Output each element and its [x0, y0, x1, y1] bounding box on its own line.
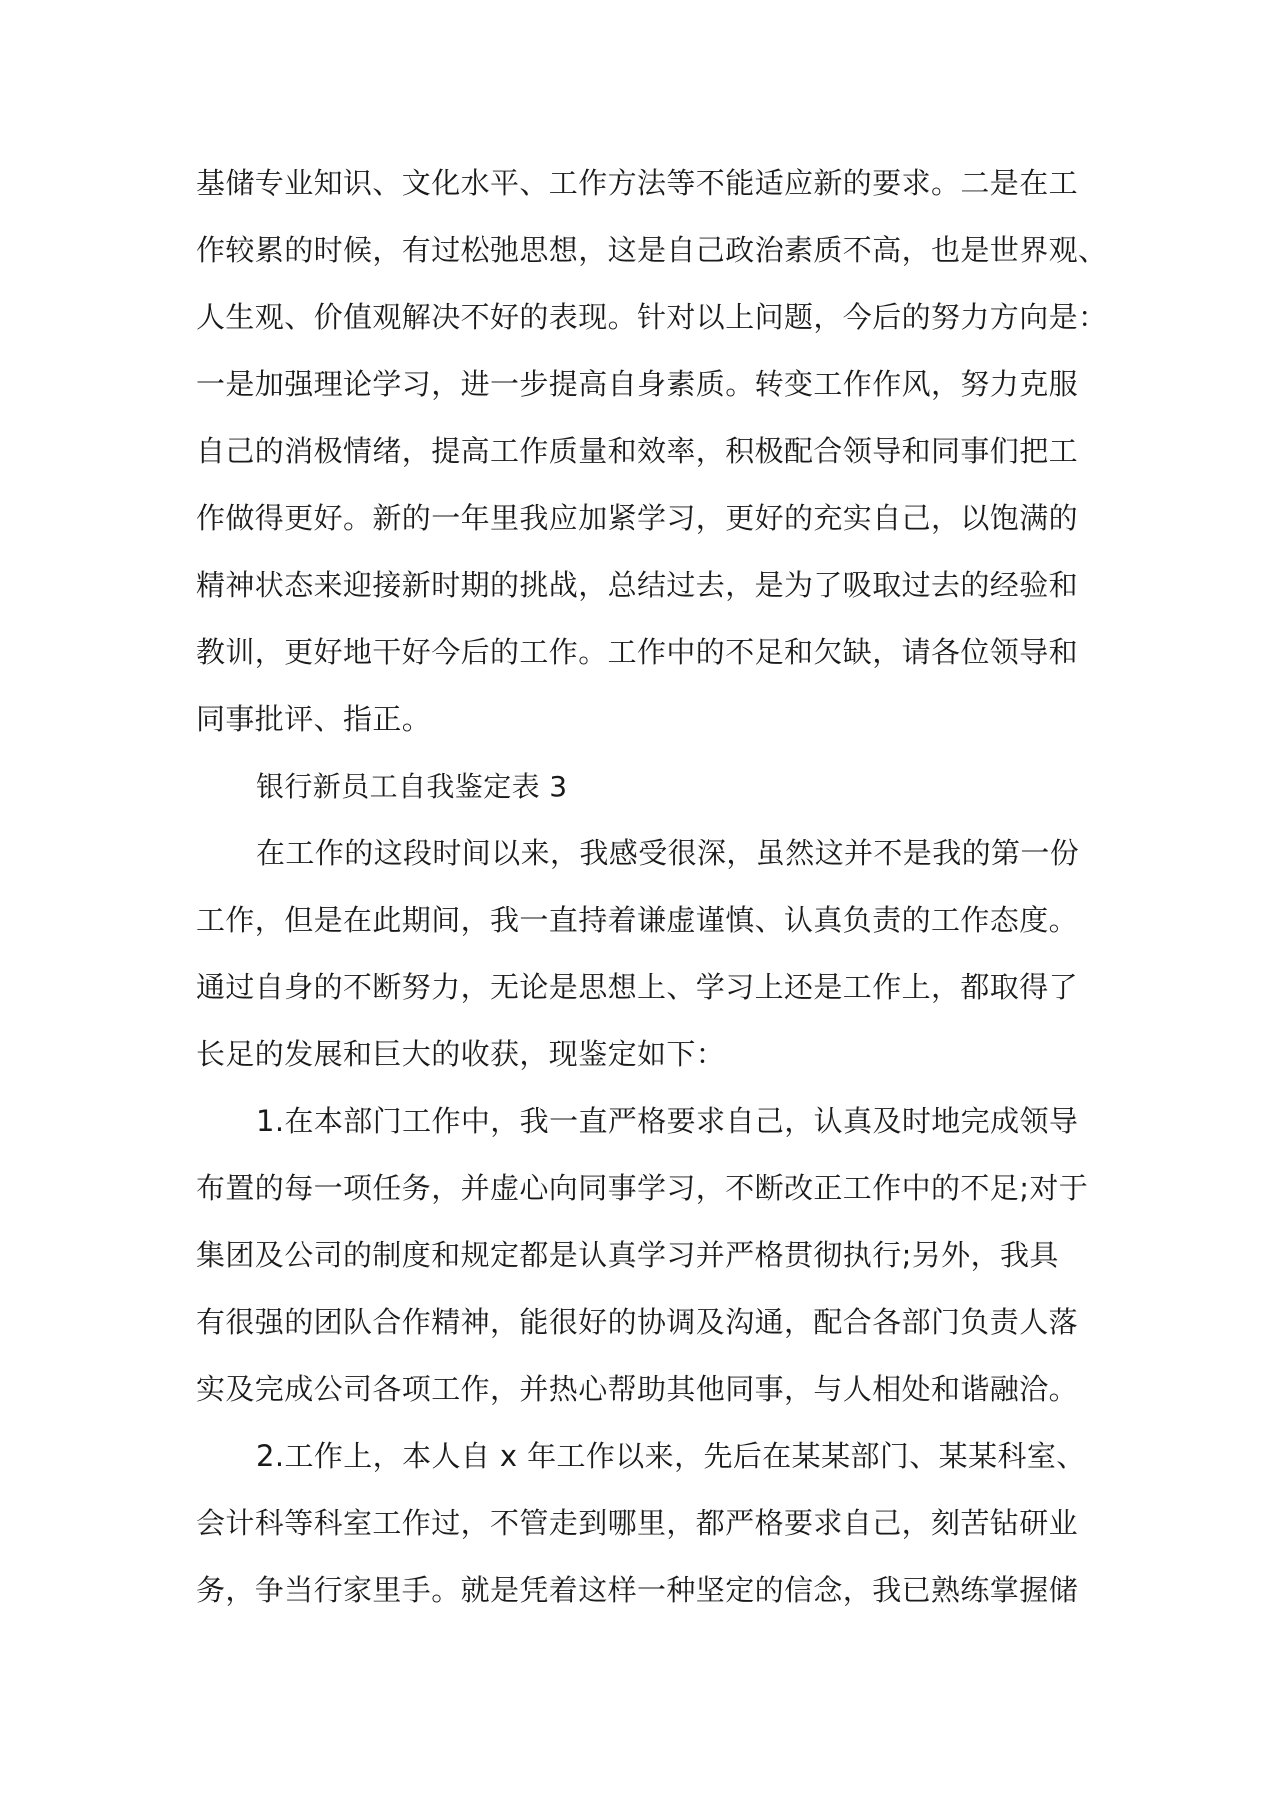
paragraph-line: 布置的每一项任务，并虚心向同事学习，不断改正工作中的不足;对于: [196, 1171, 1089, 1205]
paragraph-line: 人生观、价值观解决不好的表现。针对以上问题，今后的努力方向是：: [196, 300, 1108, 334]
paragraph-line: 集团及公司的制度和规定都是认真学习并严格贯彻执行;另外，我具: [196, 1238, 1059, 1272]
document-body: [196, 150, 1108, 1624]
paragraph-line: 同事批评、指正。: [196, 702, 432, 736]
paragraph-line: 在工作的这段时间以来，我感受很深，虽然这并不是我的第一份: [256, 836, 1080, 870]
paragraph-line: 长足的发展和巨大的收获，现鉴定如下：: [196, 1037, 726, 1071]
paragraph-line: 教训，更好地干好今后的工作。工作中的不足和欠缺，请各位领导和: [196, 635, 1079, 669]
paragraph-line: 基储专业知识、文化水平、工作方法等不能适应新的要求。二是在工: [196, 166, 1079, 200]
paragraph-line: 有很强的团队合作精神，能很好的协调及沟通，配合各部门负责人落: [196, 1305, 1079, 1339]
paragraph-line: 作较累的时候，有过松弛思想，这是自己政治素质不高，也是世界观、: [196, 233, 1108, 267]
section-heading: 银行新员工自我鉴定表 3: [256, 770, 568, 803]
paragraph-line: 工作，但是在此期间，我一直持着谦虚谨慎、认真负责的工作态度。: [196, 903, 1079, 937]
paragraph-line: 自己的消极情绪，提高工作质量和效率，积极配合领导和同事们把工: [196, 434, 1079, 468]
paragraph-line: 实及完成公司各项工作，并热心帮助其他同事，与人相处和谐融洽。: [196, 1372, 1079, 1406]
paragraph-line: 作做得更好。新的一年里我应加紧学习，更好的充实自己，以饱满的: [196, 501, 1079, 535]
paragraph-line: 精神状态来迎接新时期的挑战，总结过去，是为了吸取过去的经验和: [196, 568, 1079, 602]
paragraph-line: 通过自身的不断努力，无论是思想上、学习上还是工作上，都取得了: [196, 970, 1079, 1004]
paragraph-line: 2.工作上，本人自 x 年工作以来，先后在某某部门、某某科室、: [256, 1439, 1086, 1473]
paragraph-line: 1.在本部门工作中，我一直严格要求自己，认真及时地完成领导: [256, 1104, 1079, 1138]
paragraph-line: 务，争当行家里手。就是凭着这样一种坚定的信念，我已熟练掌握储: [196, 1573, 1079, 1607]
paragraph-line: 一是加强理论学习，进一步提高自身素质。转变工作作风，努力克服: [196, 367, 1079, 401]
paragraph-line: 会计科等科室工作过，不管走到哪里，都严格要求自己，刻苦钻研业: [196, 1506, 1079, 1540]
